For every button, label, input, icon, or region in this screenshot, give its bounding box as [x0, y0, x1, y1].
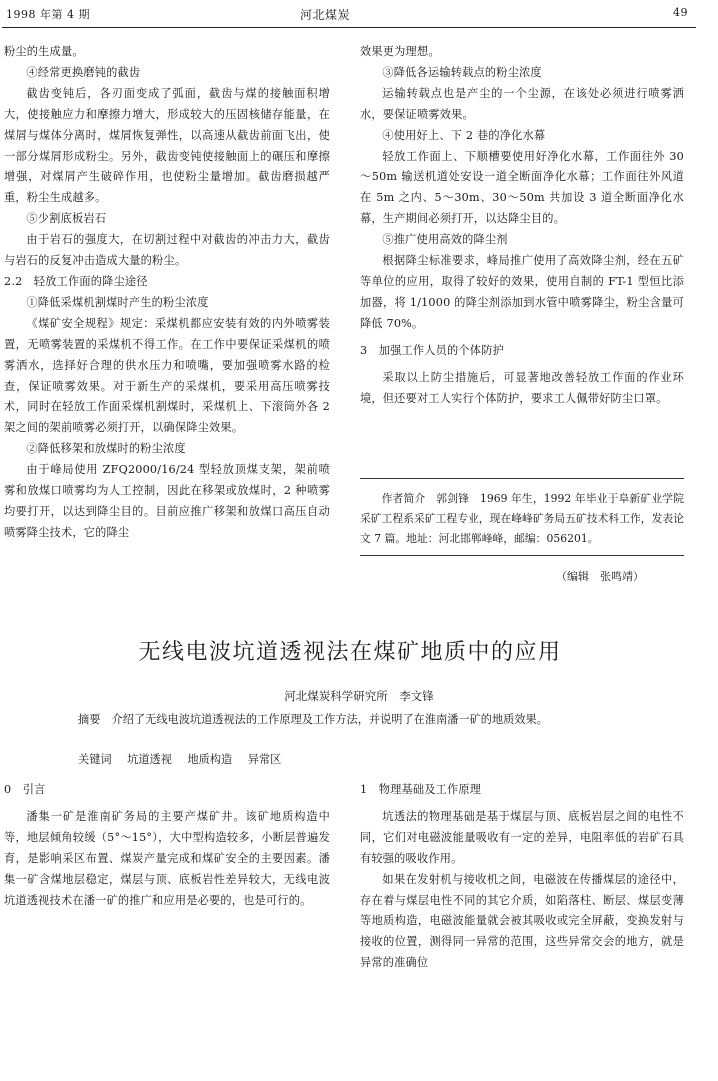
header-rule [2, 27, 696, 28]
author-affiliation: 河北煤炭科学研究所 李文锋 [284, 689, 434, 703]
keywords-label: 关键词 [78, 753, 112, 766]
article2-right-column [360, 780, 684, 974]
author-bio [360, 489, 684, 549]
section-heading: 1 物理基础及工作原理 [360, 783, 482, 796]
subheading: ④使用好上、下 2 巷的净化水幕 [382, 128, 546, 142]
author-bio-rule-top [360, 478, 684, 479]
keywords [78, 751, 293, 767]
paragraph: 采取以上防尘措施后，可显著地改善轻放工作面的作业环境，但还要对工人实行个体防护，要求工人佩带好防尘口罩。 [360, 370, 684, 405]
section-heading: 3 加强工作人员的个体防护 [360, 343, 504, 357]
article1-left-column [4, 42, 330, 544]
paragraph: 粉尘的生成量。 [4, 45, 84, 58]
subheading: ④经常更换磨钝的截齿 [26, 65, 141, 79]
paragraph: 潘集一矿是淮南矿务局的主要产煤矿井。该矿地质构造中等，地层倾角较缓（5°～15°），大中型构造较多，小断层普遍发育，是影响采区布置、煤炭产量完成和煤矿安全的主要因素。潘集一矿含煤地层稳定，煤层与顶、底板岩性差异较大，无线电波坑道透视技术在潘一矿的推广和应用是必要的，也是可行的。 [4, 809, 330, 907]
page-number: 49 [673, 6, 688, 19]
author-bio-rule-bottom [360, 555, 684, 556]
keyword: 异常区 [247, 753, 282, 766]
paragraph: 如果在发射机与接收机之间，电磁波在传播煤层的途径中，存在着与煤层电性不同的其它介质，如陷落柱、断层、煤层变薄等地质构造，电磁波能量就会被其吸收或完全屏蔽，变换发射与接收的位置，测得同一异常的范围，这些异常交会的地方，就是异常的准确位 [360, 872, 684, 970]
author-bio-text: 作者简介 郭剑锋 1969 年生，1992 年毕业于阜新矿业学院采矿工程系采矿工程专业，现在峰峰矿务局五矿技术科工作，发表论文 7 篇。地址：河北邯郸峰峰，邮编：056201。 [360, 492, 684, 545]
article2-left-column [4, 780, 330, 911]
subheading: ⑤少割底板岩石 [26, 212, 107, 226]
article1-right-column [360, 42, 684, 409]
editor-credit: （编辑 张鸣靖） [556, 570, 644, 583]
paragraph: 《煤矿安全规程》规定：采煤机都应安装有效的内外喷雾装置，无喷雾装置的采煤机不得工作。在工作中要保证采煤机的喷雾洒水，选择好合理的供水压力和喷嘴，要加强喷雾水路的检查，保证喷雾效果。对于新生产的采煤机，要采用高压喷雾技术，同时在轻放工作面采煤机割煤时，采煤机上、下滚筒外各 2 架之间的架前喷雾必须打开，以确保降尘效果。 [4, 316, 330, 435]
paragraph: 由于岩石的强度大，在切割过程中对截齿的冲击力大，截齿与岩石的反复冲击造成大量的粉尘。 [4, 233, 330, 268]
section-heading: 0 引言 [4, 783, 46, 796]
abstract-label: 摘要 [78, 713, 101, 726]
paragraph: 截齿变钝后，各刃面变成了弧面，截齿与煤的接触面积增大，使接触应力和摩擦力增大，形成较大的压固核储存能量，在煤屑与煤体分离时，煤屑恢复弹性，以高速从截齿前面飞出，使一部分煤屑形成粉尘。另外，截齿变钝使接触面上的碾压和摩擦增强，对煤屑产生破碎作用，也使粉尘量增加。截齿磨损越严重，粉尘生成越多。 [4, 86, 330, 205]
paragraph: 效果更为理想。 [360, 45, 440, 58]
paragraph: 坑透法的物理基础是基于煤层与顶、底板岩层之间的电性不同，它们对电磁波能量吸收有一定的差异，电阻率低的岩矿石具有较强的吸收作用。 [360, 809, 684, 865]
running-header-journal: 河北煤炭 [300, 8, 351, 22]
article-title: 无线电波坑道透视法在煤矿地质中的应用 [138, 640, 562, 665]
paragraph: 轻放工作面上、下顺槽要使用好净化水幕，工作面往外 30～50m 输送机道处安设一道全断面净化水幕；工作面往外风道在 5m 之内、5～30m、30～50m 共加设 3 道全断面净化水幕，生产期间必须打开，以达降尘目的。 [360, 149, 684, 226]
subheading: ⑤推广使用高效的降尘剂 [382, 233, 508, 247]
abstract [50, 710, 650, 730]
subheading: ②降低移架和放煤时的粉尘浓度 [26, 442, 186, 456]
keyword: 坑道透视 [127, 753, 172, 766]
running-header-issue: 1998 年第 4 期 [6, 8, 90, 21]
subheading: ①降低采煤机割煤时产生的粉尘浓度 [26, 295, 209, 309]
abstract-text: 介绍了无线电波坑道透视法的工作原理及工作方法，并说明了在淮南潘一矿的地质效果。 [111, 713, 548, 726]
section-heading: 2.2 轻放工作面的降尘途径 [4, 274, 148, 288]
paragraph: 由于峰局使用 ZFQ2000/16/24 型轻放顶煤支架，架前喷雾和放煤口喷雾均为人工控制，因此在移架或放煤时，2 种喷雾均要打开，以达到降尘目的。目前应推广移架和放煤口高压自动喷雾降尘技术，它的降尘 [4, 463, 330, 539]
paragraph: 根据降尘标准要求，峰局推广使用了高效降尘剂，经在五矿等单位的应用，取得了较好的效果，使用自制的 FT-1 型恒比添加器，将 1/1000 的降尘剂添加到水管中喷雾降尘，粉尘含量可降低 70%。 [360, 254, 684, 330]
paragraph: 运输转载点也是产尘的一个尘源，在该处必须进行喷雾洒水，要保证喷雾效果。 [360, 86, 684, 121]
keyword: 地质构造 [187, 753, 233, 766]
subheading: ③降低各运输转载点的粉尘浓度 [382, 65, 542, 79]
